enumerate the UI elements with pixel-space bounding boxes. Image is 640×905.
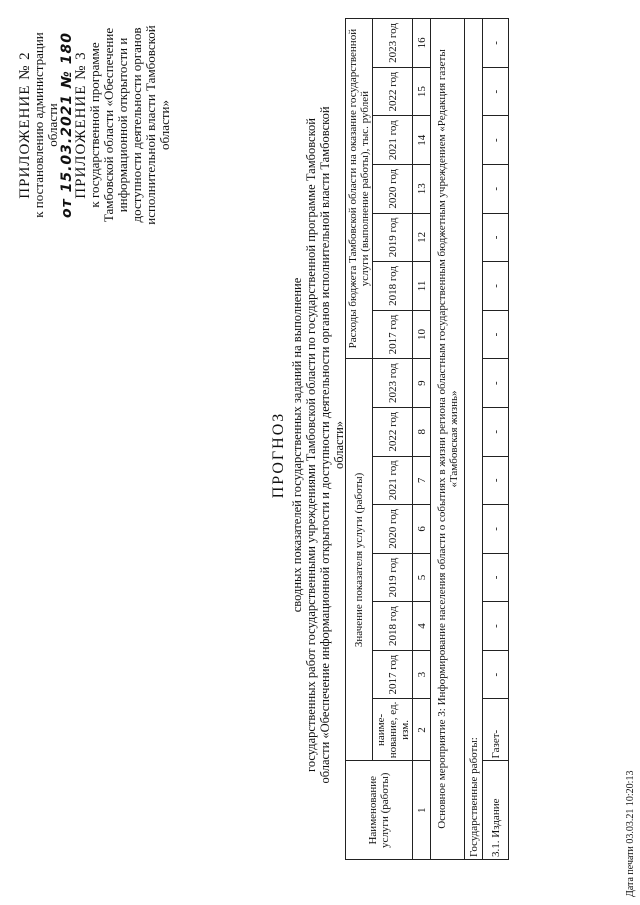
- document-title: ПРОГНОЗ: [270, 411, 287, 499]
- appendix-2-label: ПРИЛОЖЕНИЕ № 2: [17, 51, 33, 199]
- appendix-3-label: ПРИЛОЖЕНИЕ № 3: [73, 51, 89, 199]
- value-cell: -: [483, 262, 509, 311]
- year-cell: 2017 год: [373, 650, 413, 699]
- col-number: 16: [413, 19, 431, 68]
- program-ref-5: исполнительной власти Тамбовской: [143, 25, 158, 225]
- year-cell: 2021 год: [373, 116, 413, 165]
- col-number: 2: [413, 699, 431, 761]
- works-label: Государственные работы:: [465, 19, 483, 860]
- value-cell: -: [483, 67, 509, 116]
- value-cell: -: [483, 602, 509, 651]
- year-cell: 2022 год: [373, 67, 413, 116]
- program-ref-4: доступности деятельности органов: [129, 27, 144, 223]
- subtitle-line: сводных показателей государственных заданий на выполнение: [290, 277, 304, 613]
- value-cell: -: [483, 164, 509, 213]
- forecast-table: [345, 18, 509, 860]
- header-budget-expenses: Расходы бюджета Тамбовской области на оказание государственной услуги (выполнение работы), тыс. рублей: [346, 19, 373, 359]
- year-cell: 2018 год: [373, 602, 413, 651]
- year-cell: 2021 год: [373, 456, 413, 505]
- year-cell: 2023 год: [373, 359, 413, 408]
- col-number: 12: [413, 213, 431, 262]
- year-cell: 2020 год: [373, 164, 413, 213]
- value-cell: -: [483, 456, 509, 505]
- col-number: 4: [413, 602, 431, 651]
- col-number: 10: [413, 310, 431, 359]
- year-cell: 2020 год: [373, 505, 413, 554]
- row-unit: Газет-: [483, 699, 509, 761]
- year-cell: 2019 год: [373, 553, 413, 602]
- header-indicator-value: Значение показателя услуги (работы): [346, 359, 373, 761]
- program-ref-3: информационной открытости и: [115, 37, 130, 213]
- col-number: 15: [413, 67, 431, 116]
- decree-ref: к постановлению администрации области: [31, 32, 60, 218]
- handwritten-date-number: от 15.03.2021 № 180: [59, 32, 75, 218]
- col-number: 3: [413, 650, 431, 699]
- document-subtitle: [290, 85, 346, 805]
- subtitle-line: области «Обеспечение информационной открытости и доступности деятельности органов исполнительной власти Тамбовской: [318, 106, 332, 784]
- col-number: 14: [413, 116, 431, 165]
- col-number: 1: [413, 761, 431, 860]
- col-number: 9: [413, 359, 431, 408]
- value-cell: -: [483, 650, 509, 699]
- row-service-name: 3.1. Издание: [483, 761, 509, 860]
- col-number: 11: [413, 262, 431, 311]
- subtitle-line: области»: [332, 420, 346, 470]
- value-cell: -: [483, 553, 509, 602]
- year-cell: 2019 год: [373, 213, 413, 262]
- value-cell: -: [483, 505, 509, 554]
- value-cell: -: [483, 310, 509, 359]
- col-number: 13: [413, 164, 431, 213]
- program-ref-2: Тамбовской области «Обеспечение: [101, 27, 116, 223]
- program-ref-6: области»: [157, 100, 172, 150]
- print-date: Дата печати 03.03.21 10:20:13: [625, 770, 636, 897]
- year-cell: 2017 год: [373, 310, 413, 359]
- section-row: Основное мероприятие 3: Информирование населения области о событиях в жизни региона областным государственным бюджетным учреждением «Редакция газеты «Тамбовская жизнь»: [431, 19, 465, 860]
- appendix-block: [18, 15, 172, 235]
- col-number: 5: [413, 553, 431, 602]
- value-cell: -: [483, 116, 509, 165]
- year-cell: 2023 год: [373, 19, 413, 68]
- value-cell: -: [483, 359, 509, 408]
- year-cell: 2018 год: [373, 262, 413, 311]
- col-number: 8: [413, 407, 431, 456]
- col-number: 7: [413, 456, 431, 505]
- program-ref-1: к государственной программе: [87, 42, 102, 208]
- value-cell: -: [483, 213, 509, 262]
- col-number: 6: [413, 505, 431, 554]
- subtitle-line: государственных работ государственными учреждениями Тамбовской области по государственной программе Тамбовской: [304, 118, 318, 772]
- year-cell: 2022 год: [373, 407, 413, 456]
- value-cell: -: [483, 19, 509, 68]
- header-service-name: Наименование услуги (работы): [346, 761, 413, 860]
- header-unit: наиме-нование, ед. изм.: [373, 699, 413, 761]
- value-cell: -: [483, 407, 509, 456]
